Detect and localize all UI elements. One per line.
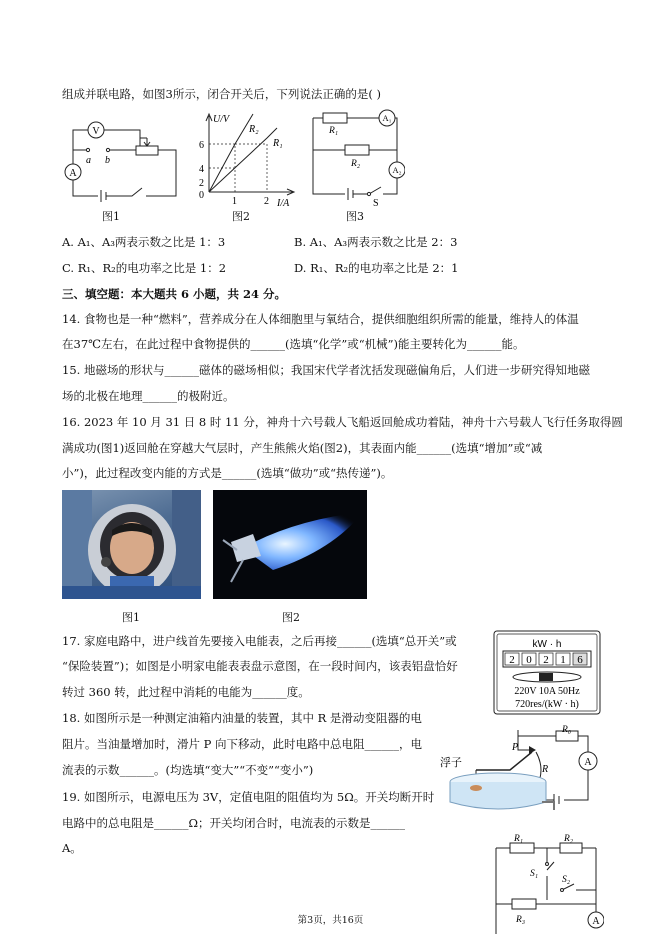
meter-digit-4: 1 (560, 654, 566, 666)
astronaut-photo (62, 490, 201, 599)
q14-line-2: 在37℃左右，在此过程中食物提供的______(选填“化学”或“机械”)能主要转化为______能。 (62, 337, 525, 351)
point-a-label: a (86, 155, 91, 166)
q16-line-2: 满成功(图1)返回舱在穿越大气层时，产生熊熊火焰(图2)，其表面内能______(选填“增加”或“减 (62, 441, 543, 455)
meter-digit-5: 6 (577, 654, 583, 666)
graph-tick-y6: 6 (199, 140, 204, 151)
oil-r-label: R (542, 764, 549, 775)
q19-r2-label: R₂ (564, 834, 574, 844)
ammeter-label: A (69, 168, 77, 179)
section-3-heading: 三、填空题：本大题共 6 小题，共 24 分。 (62, 287, 287, 301)
meter-digit-3: 2 (543, 654, 549, 666)
graph-tick-x2: 2 (264, 196, 269, 207)
reentry-capsule-photo (213, 490, 367, 599)
graph-x-axis-label: I/A (277, 198, 290, 209)
q18-line-1: 18. 如图所示是一种测定油箱内油量的装置，其中 R 是滑动变阻器的电 (62, 711, 422, 725)
q16-line-1: 16. 2023 年 10 月 31 日 8 时 11 分，神舟十六号载人飞船返回舱成功着陆，神舟十六号载人飞行任务取得圆 (62, 415, 623, 429)
oil-p-label: P (512, 742, 519, 753)
photo-2-caption: 图2 (282, 611, 300, 624)
q17-line-2: “保险装置”)；如图是小明家电能表表盘示意图，在一段时间内，该表铝盘恰好 (62, 659, 458, 673)
option-c: C. R₁、R₂的电功率之比是 1：2 (62, 261, 227, 275)
page-footer: 第3页，共16页 (297, 915, 364, 926)
graph-tick-y4: 4 (199, 164, 204, 175)
oil-r0-label: R₀ (562, 725, 572, 735)
q19-line-1: 19. 如图所示，电源电压为 3V，定值电阻的阻值均为 5Ω。开关均断开时 (62, 790, 435, 804)
q19-line-3: A。 (62, 841, 82, 855)
question-13-intro: 组成并联电路，如图3所示，闭合开关后，下列说法正确的是( ) (62, 87, 381, 101)
meter-digit-1: 2 (509, 654, 515, 666)
q19-s1-label: S₁ (530, 869, 539, 879)
fig3-a2-label: A₂ (392, 165, 402, 175)
ui-graph-figure-2 (195, 110, 305, 210)
q18-line-3: 流表的示数______。(均选填“变大”“不变”“变小”) (62, 763, 314, 777)
option-b: B. A₁、A₃两表示数之比是 2：3 (294, 235, 458, 249)
q19-r3-label: R₃ (516, 915, 526, 925)
figure-3-caption: 图3 (346, 210, 364, 223)
point-b-label: b (105, 155, 110, 166)
meter-spec-1: 220V 10A 50Hz (514, 686, 580, 697)
parallel-circuit-figure-3 (305, 108, 405, 208)
meter-spec-2: 720res/(kW · h) (515, 699, 579, 710)
q15-line-2: 场的北极在地理______的极附近。 (62, 389, 235, 403)
graph-line-r2-label: R₂ (249, 124, 259, 135)
graph-tick-y2: 2 (199, 178, 204, 189)
photo-1-caption: 图1 (122, 611, 140, 624)
graph-y-axis-label: U/V (213, 114, 230, 125)
q19-s2-label: S₂ (562, 875, 571, 885)
option-a: A. A₁、A₃两表示数之比是 1：3 (62, 235, 226, 249)
q17-line-1: 17. 家庭电路中，进户线首先要接入电能表，之后再接______(选填“总开关”或 (62, 634, 457, 648)
circuit-figure-1 (58, 108, 188, 203)
q15-line-1: 15. 地磁场的形状与______磁体的磁场相似；我国宋代学者沈括发现磁偏角后，人们进一步研究得知地磁 (62, 363, 590, 377)
oil-tank-figure (438, 722, 604, 822)
fig3-r2-label: R₂ (351, 159, 361, 169)
float-label: 浮子 (440, 757, 462, 769)
q14-line-1: 14. 食物也是一种“燃料”，营养成分在人体细胞里与氧结合，提供细胞组织所需的能量，维持人的体温 (62, 312, 579, 326)
q17-line-3: 转过 360 转，此过程中消耗的电能为______度。 (62, 685, 310, 699)
voltmeter-label: V (92, 126, 100, 137)
option-d: D. R₁、R₂的电功率之比是 2：1 (294, 261, 459, 275)
q18-line-2: 阻片。当油量增加时，滑片 P 向下移动，此时电路中总电阻______，电 (62, 737, 423, 751)
fig3-a1-label: A₁ (382, 113, 392, 123)
figure-2-caption: 图2 (232, 210, 250, 223)
meter-digit-2: 0 (526, 654, 532, 666)
meter-unit: kW · h (532, 639, 562, 650)
q19-r1-label: R₁ (514, 834, 524, 844)
fig3-r1-label: R₁ (329, 126, 339, 136)
graph-tick-x1: 1 (232, 196, 237, 207)
graph-origin: 0 (199, 190, 204, 201)
fig3-switch-label: S (373, 198, 379, 208)
figure-1-caption: 图1 (102, 210, 120, 223)
q19-ammeter-label: A (592, 916, 600, 927)
q19-line-2: 电路中的总电阻是______Ω；开关均闭合时，电流表的示数是______ (62, 816, 406, 830)
graph-line-r1-label: R₁ (273, 138, 283, 149)
q16-line-3: 小”)，此过程改变内能的方式是______(选填“做功”或“热传递”)。 (62, 466, 393, 480)
energy-meter-figure (493, 630, 603, 716)
oil-ammeter-label: A (584, 757, 592, 768)
